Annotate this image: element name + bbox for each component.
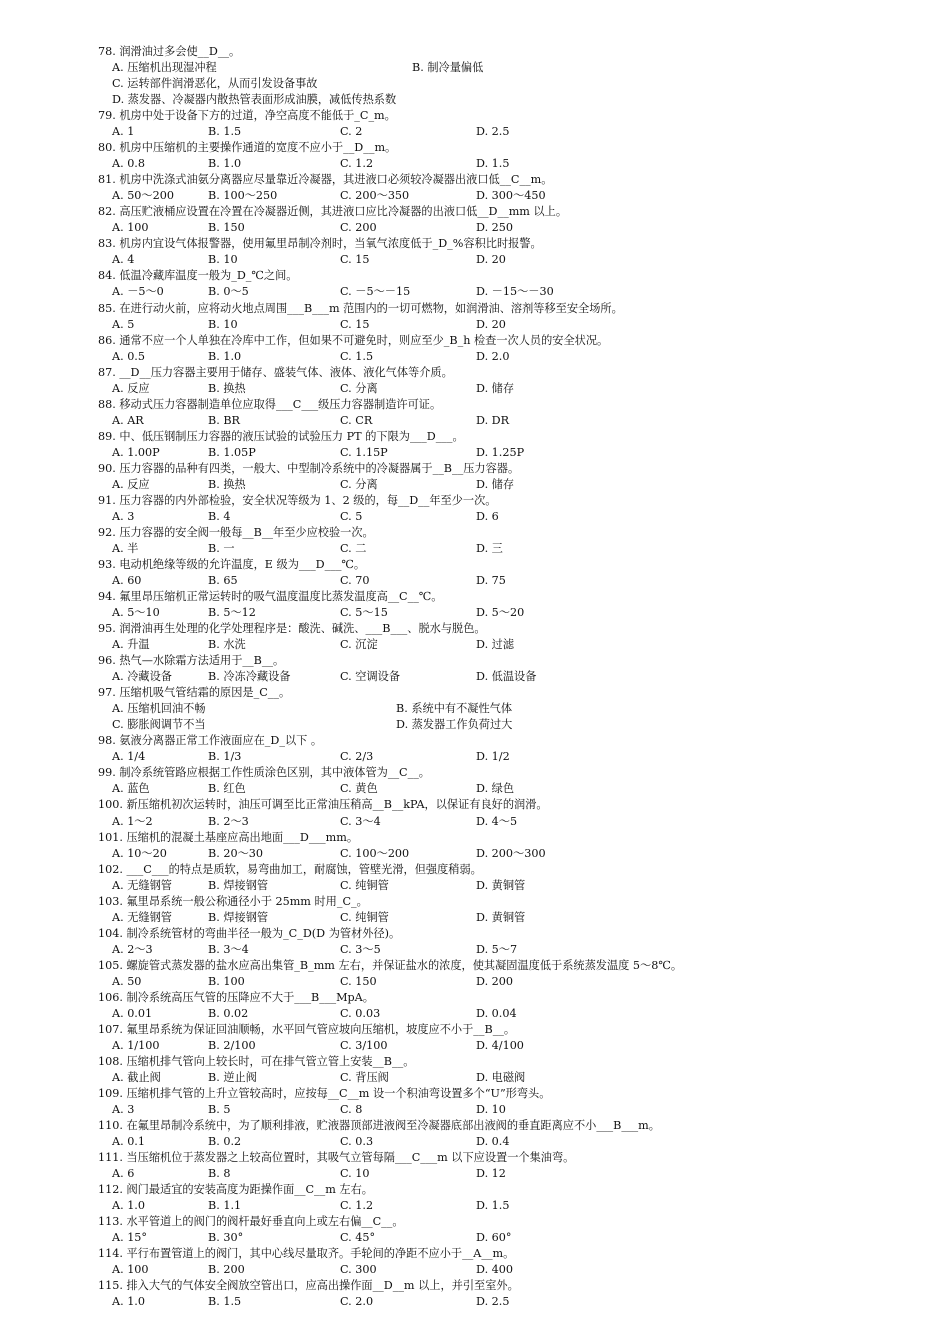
question-stem: 110. 在氟里昂制冷系统中，为了顺利排液，贮液器顶部进液阀至冷凝器底部出液阀的垂直距离应不小___B___m。 xyxy=(98,1119,660,1133)
answer-option: C. 3～5 xyxy=(340,942,381,956)
answer-option: B. 1/3 xyxy=(208,750,242,764)
answer-option: D. 电磁阀 xyxy=(476,1071,526,1084)
question-stem: 113. 水平管道上的阀门的阀杆最好垂直向上或左右偏__C__。 xyxy=(98,1215,404,1229)
option-row xyxy=(112,781,918,797)
option-row xyxy=(112,413,918,429)
answer-option: C. 70 xyxy=(340,574,370,588)
answer-option: B. 5 xyxy=(208,1103,231,1117)
answer-option: A. 5～10 xyxy=(112,606,160,620)
answer-option: C. 15 xyxy=(340,253,370,267)
question-stem: 112. 阀门最适宜的安装高度为距操作面__C__m 左右。 xyxy=(98,1183,373,1197)
answer-option: B. 水洗 xyxy=(208,638,246,652)
answer-option: A. 6 xyxy=(112,1167,135,1181)
answer-option: D. 6 xyxy=(476,509,499,523)
question-stem: 88. 移动式压力容器制造单位应取得___C___级压力容器制造许可证。 xyxy=(98,397,442,411)
answer-option: D. 1/2 xyxy=(476,750,510,764)
answer-option: A. AR xyxy=(112,413,144,427)
answer-option: B. 10 xyxy=(208,317,238,331)
option-row xyxy=(112,1198,918,1214)
answer-option: D. 5～7 xyxy=(476,942,518,956)
answer-option: A. －5～0 xyxy=(112,285,164,299)
answer-option: D. 4～5 xyxy=(476,814,518,828)
answer-option: C. 2 xyxy=(340,125,363,139)
answer-option: B. 0.2 xyxy=(208,1135,242,1149)
answer-option: D. 250 xyxy=(476,221,514,235)
answer-option: B. 换热 xyxy=(208,381,246,395)
answer-option: C. 1.5 xyxy=(340,349,374,363)
answer-option: C. 15 xyxy=(340,317,370,331)
option-row xyxy=(112,349,918,365)
answer-option: D. 储存 xyxy=(476,381,515,395)
question-stem: 94. 氟里昂压缩机正常运转时的吸气温度温度比蒸发温度高__C__℃。 xyxy=(98,590,443,604)
answer-option: C. 分离 xyxy=(340,477,378,491)
answer-option: A. 0.1 xyxy=(112,1135,145,1149)
answer-option: A. 1/4 xyxy=(112,750,146,764)
answer-option: A. 1/100 xyxy=(112,1038,160,1052)
question-stem: 96. 热气—水除霜方法适用于__B__。 xyxy=(98,654,285,668)
question-stem: 83. 机房内宜设气体报警器，使用氟里昂制冷剂时，当氧气浓度低于_D_%容积比时报警。 xyxy=(98,237,542,251)
question-stem: 105. 螺旋管式蒸发器的盐水应高出集管_B_mm 左右，并保证盐水的浓度，使其凝固温度低于系统蒸发温度 5～8℃。 xyxy=(98,958,683,972)
answer-option: A. 0.8 xyxy=(112,157,145,171)
answer-option: B. 65 xyxy=(208,574,238,588)
answer-option: D. 0.4 xyxy=(476,1135,510,1149)
answer-option: B. 制冷量偏低 xyxy=(412,61,484,75)
question-stem: 78. 润滑油过多会使__D__。 xyxy=(98,45,241,58)
answer-option: D. 75 xyxy=(476,574,506,588)
option-row xyxy=(112,637,918,653)
option-row xyxy=(112,1070,918,1086)
answer-option: B. 1.0 xyxy=(208,349,242,363)
option-row xyxy=(112,284,918,300)
question-stem: 109. 压缩机排气管的上升立管较高时，应按每__C__m 设一个积油弯设置多个“U”形弯头。 xyxy=(98,1087,551,1101)
option-row xyxy=(112,1102,918,1118)
answer-option: D. 1.5 xyxy=(476,157,510,171)
answer-option: A. 半 xyxy=(112,541,139,555)
question-stem: 89. 中、低压钢制压力容器的液压试验的试验压力 PT 的下限为___D___。 xyxy=(98,429,464,443)
answer-option: D. 20 xyxy=(476,317,506,331)
answer-option: C. 10 xyxy=(340,1167,370,1181)
option-row xyxy=(112,942,918,958)
answer-option: C. －5～－15 xyxy=(340,285,411,299)
answer-option: B. 8 xyxy=(208,1167,231,1181)
question-stem: 92. 压力容器的安全阀一般每__B__年至少应校验一次。 xyxy=(98,525,374,539)
answer-option: B. 200 xyxy=(208,1263,245,1277)
answer-option: B. 3～4 xyxy=(208,942,249,956)
question-stem: 104. 制冷系统管材的弯曲半径一般为_C_D(D 为管材外径)。 xyxy=(98,926,401,940)
answer-option: A. 蓝色 xyxy=(112,782,150,796)
question-stem: 93. 电动机绝缘等级的允许温度，E 级为___D___℃。 xyxy=(98,558,366,571)
answer-option: B. 0～5 xyxy=(208,285,249,299)
answer-option: C. 1.15P xyxy=(340,445,388,459)
answer-option: D. －15～－30 xyxy=(476,285,554,299)
option-row xyxy=(112,814,918,830)
answer-option: D. 1.25P xyxy=(476,445,525,459)
answer-option: D. 300～450 xyxy=(476,189,546,203)
question-stem: 97. 压缩机吸气管结霜的原因是_C__。 xyxy=(98,686,291,700)
option-row xyxy=(112,124,918,140)
answer-option: C. 100～200 xyxy=(340,846,410,860)
answer-option: D. 低温设备 xyxy=(476,670,537,684)
answer-option: A. 100 xyxy=(112,221,149,235)
answer-option: A. 1～2 xyxy=(112,814,153,828)
answer-option: C. 2/3 xyxy=(340,750,374,764)
answer-option: C. 纯铜管 xyxy=(340,910,389,924)
answer-option: B. 2/100 xyxy=(208,1038,256,1052)
answer-option: A. 15° xyxy=(112,1231,148,1245)
answer-option: C. 3～4 xyxy=(340,814,381,828)
answer-option: A. 升温 xyxy=(112,638,150,652)
answer-option: A. 无缝钢管 xyxy=(112,878,172,892)
answer-option: B. 100 xyxy=(208,974,245,988)
answer-option: A. 1 xyxy=(112,125,135,139)
answer-option: D. 0.04 xyxy=(476,1006,517,1020)
answer-option: A. 反应 xyxy=(112,477,150,491)
option-row xyxy=(112,878,918,894)
answer-option: B. 换热 xyxy=(208,477,246,491)
question-stem: 102. ___C___的特点是质软，易弯曲加工，耐腐蚀，管壁光滑，但强度稍弱。 xyxy=(98,862,482,876)
option-row xyxy=(112,1038,918,1054)
answer-option: C. CR xyxy=(340,413,373,427)
answer-option: D. 400 xyxy=(476,1263,514,1277)
option-row xyxy=(112,317,918,333)
answer-option: A. 无缝钢管 xyxy=(112,910,172,924)
answer-option: A. 0.01 xyxy=(112,1006,153,1020)
answer-option: C. 沉淀 xyxy=(340,638,378,652)
answer-option: C. 运转部件润滑恶化，从而引发设备事故 xyxy=(112,77,318,91)
option-row xyxy=(112,156,918,172)
option-row xyxy=(112,1006,918,1022)
answer-option: A. 压缩机回油不畅 xyxy=(112,702,206,716)
option-row xyxy=(112,60,918,76)
answer-option: A. 100 xyxy=(112,1263,149,1277)
answer-option: C. 300 xyxy=(340,1263,377,1277)
question-stem: 108. 压缩机排气管向上较长时，可在排气管立管上安装__B__。 xyxy=(98,1054,415,1068)
answer-option: D. 2.5 xyxy=(476,1295,510,1309)
answer-option: B. 0.02 xyxy=(208,1006,249,1020)
answer-option: A. 冷藏设备 xyxy=(112,670,172,684)
answer-option: A. 10～20 xyxy=(112,846,167,860)
answer-option: B. 1.0 xyxy=(208,157,242,171)
answer-option: D. 2.5 xyxy=(476,125,510,139)
answer-option: D. 200～300 xyxy=(476,846,546,860)
question-stem: 85. 在进行动火前，应将动火地点周围___B___m 范围内的一切可燃物，如润滑油、溶剂等移至安全场所。 xyxy=(98,301,623,315)
question-stem: 91. 压力容器的内外部检验，安全状况等级为 1、2 级的，每__D__年至少一次。 xyxy=(98,493,497,507)
answer-option: D. 12 xyxy=(476,1167,506,1181)
question-stem: 114. 平行布置管道上的阀门，其中心线尽量取齐。手轮间的净距不应小于__A__m。 xyxy=(98,1247,515,1261)
question-stem: 100. 新压缩机初次运转时，油压可调至比正常油压稍高__B__kPA，以保证有良好的润滑。 xyxy=(98,798,548,812)
answer-option: C. 3/100 xyxy=(340,1038,388,1052)
question-stem: 106. 制冷系统高压气管的压降应不大于___B___MpA。 xyxy=(98,990,374,1004)
question-stem: 115. 排入大气的气体安全阀放空管出口，应高出操作面__D__m 以上，并引至室外。 xyxy=(98,1279,519,1293)
answer-option: A. 2～3 xyxy=(112,942,153,956)
document-page xyxy=(98,44,918,1310)
answer-option: D. 储存 xyxy=(476,477,515,491)
question-stem: 79. 机房中处于设备下方的过道，净空高度不能低于_C_m。 xyxy=(98,109,396,123)
option-row xyxy=(112,1294,918,1310)
question-stem: 81. 机房中洗涤式油氨分离器应尽量靠近冷凝器，其进液口必须较冷凝器出液口低__C__m。 xyxy=(98,173,553,187)
answer-option: C. 5 xyxy=(340,509,363,523)
answer-option: D. 20 xyxy=(476,253,506,267)
option-row xyxy=(112,477,918,493)
answer-option: A. 0.5 xyxy=(112,349,145,363)
question-stem: 86. 通常不应一个人单独在冷库中工作，但如果不可避免时，则应至少_B_h 检查一次人员的安全状况。 xyxy=(98,333,609,347)
answer-option: D. 过滤 xyxy=(476,638,515,652)
answer-option: A. 压缩机出现湿冲程 xyxy=(112,61,217,75)
answer-option: B. 20～30 xyxy=(208,846,263,860)
answer-option: A. 1.0 xyxy=(112,1295,145,1309)
answer-option: C. 45° xyxy=(340,1231,376,1245)
question-stem: 111. 当压缩机位于蒸发器之上较高位置时，其吸气立管每隔___C___m 以下应设置一个集油弯。 xyxy=(98,1151,575,1165)
answer-option: D. 蒸发器工作负荷过大 xyxy=(396,718,513,732)
answer-option: A. 4 xyxy=(112,253,135,267)
answer-option: D. 4/100 xyxy=(476,1038,524,1052)
answer-option: D. 三 xyxy=(476,541,503,555)
answer-option: C. 分离 xyxy=(340,381,378,395)
option-row xyxy=(112,573,918,589)
answer-option: A. 50～200 xyxy=(112,189,174,203)
answer-option: B. 5～12 xyxy=(208,606,256,620)
answer-option: B. 10 xyxy=(208,253,238,267)
answer-option: D. 5～20 xyxy=(476,606,525,620)
option-row xyxy=(112,1134,918,1150)
answer-option: C. 5～15 xyxy=(340,606,388,620)
answer-option: B. 30° xyxy=(208,1231,244,1245)
answer-option: A. 60 xyxy=(112,574,142,588)
option-row xyxy=(112,220,918,236)
question-stem: 103. 氟里昂系统一般公称通径小于 25mm 时用_C_。 xyxy=(98,894,368,908)
option-row xyxy=(112,717,918,733)
answer-option: C. 0.03 xyxy=(340,1006,381,1020)
answer-option: D. 绿色 xyxy=(476,782,515,796)
option-row xyxy=(112,252,918,268)
answer-option: A. 截止阀 xyxy=(112,1071,161,1084)
answer-option: B. 150 xyxy=(208,221,245,235)
question-stem: 98. 氨液分离器正常工作液面应在_D_以下 。 xyxy=(98,734,323,748)
answer-option: D. 1.5 xyxy=(476,1199,510,1213)
answer-option: B. 红色 xyxy=(208,782,246,796)
option-row xyxy=(112,669,918,685)
answer-option: C. 黄色 xyxy=(340,782,378,796)
answer-option: C. 150 xyxy=(340,974,377,988)
option-row xyxy=(112,92,918,108)
answer-option: B. 一 xyxy=(208,541,235,555)
option-row xyxy=(112,749,918,765)
answer-option: D. 黄铜管 xyxy=(476,910,526,924)
answer-option: C. 二 xyxy=(340,541,367,555)
option-row xyxy=(112,846,918,862)
answer-option: D. DR xyxy=(476,413,510,427)
option-row xyxy=(112,974,918,990)
answer-option: C. 1.2 xyxy=(340,1199,374,1213)
question-stem: 101. 压缩机的混凝土基座应高出地面___D___mm。 xyxy=(98,830,359,844)
option-row xyxy=(112,1166,918,1182)
option-row xyxy=(112,1262,918,1278)
answer-option: C. 空调设备 xyxy=(340,670,401,684)
answer-option: D. 60° xyxy=(476,1231,512,1245)
answer-option: B. 焊接钢管 xyxy=(208,910,269,924)
answer-option: C. 200 xyxy=(340,221,377,235)
question-stem: 80. 机房中压缩机的主要操作通道的宽度不应小于__D__m。 xyxy=(98,141,397,155)
answer-option: D. 2.0 xyxy=(476,349,510,363)
question-stem: 90. 压力容器的品种有四类，一般大、中型制冷系统中的冷凝器属于__B__压力容器。 xyxy=(98,461,520,475)
answer-option: C. 2.0 xyxy=(340,1295,374,1309)
answer-option: D. 200 xyxy=(476,974,514,988)
question-stem: 87. __D__压力容器主要用于储存、盛装气体、液体、液化气体等介质。 xyxy=(98,365,453,379)
answer-option: B. 1.05P xyxy=(208,445,256,459)
answer-option: D. 黄铜管 xyxy=(476,878,526,892)
question-stem: 99. 制冷系统管路应根据工作性质涂色区别，其中液体管为__C__。 xyxy=(98,766,430,780)
option-row xyxy=(112,381,918,397)
option-row xyxy=(112,1230,918,1246)
option-row xyxy=(112,509,918,525)
answer-option: C. 0.3 xyxy=(340,1135,374,1149)
answer-option: A. 3 xyxy=(112,509,135,523)
answer-option: A. 1.0 xyxy=(112,1199,145,1213)
answer-option: A. 50 xyxy=(112,974,142,988)
option-row xyxy=(112,701,918,717)
answer-option: A. 1.00P xyxy=(112,445,160,459)
answer-option: A. 3 xyxy=(112,1103,135,1117)
answer-option: C. 背压阀 xyxy=(340,1071,389,1084)
option-row xyxy=(112,605,918,621)
answer-option: B. 4 xyxy=(208,509,231,523)
question-stem: 107. 氟里昂系统为保证回油顺畅，水平回气管应坡向压缩机，坡度应不小于__B__。 xyxy=(98,1022,516,1036)
answer-option: B. 1.5 xyxy=(208,1295,242,1309)
answer-option: C. 1.2 xyxy=(340,157,374,171)
answer-option: C. 8 xyxy=(340,1103,363,1117)
option-row xyxy=(112,188,918,204)
option-row xyxy=(112,76,918,92)
answer-option: B. 2～3 xyxy=(208,814,249,828)
question-stem: 82. 高压贮液桶应设置在冷置在冷凝器近侧，其进液口应比冷凝器的出液口低__D__mm 以上。 xyxy=(98,205,568,219)
question-stem: 95. 润滑油再生处理的化学处理程序是：酸洗、碱洗、___B___、脱水与脱色。 xyxy=(98,622,486,636)
option-row xyxy=(112,445,918,461)
answer-option: B. 逆止阀 xyxy=(208,1071,257,1084)
answer-option: A. 5 xyxy=(112,317,135,331)
question-stem: 84. 低温冷藏库温度一般为_D_℃之间。 xyxy=(98,269,298,283)
option-row xyxy=(112,541,918,557)
answer-option: B. 系统中有不凝性气体 xyxy=(396,702,513,716)
answer-option: B. 100～250 xyxy=(208,189,278,203)
answer-option: D. 10 xyxy=(476,1103,506,1117)
answer-option: C. 200～350 xyxy=(340,189,410,203)
answer-option: B. 1.5 xyxy=(208,125,242,139)
answer-option: C. 纯铜管 xyxy=(340,878,389,892)
answer-option: B. 1.1 xyxy=(208,1199,242,1213)
answer-option: C. 膨胀阀调节不当 xyxy=(112,718,206,732)
answer-option: B. 冷冻冷藏设备 xyxy=(208,670,291,684)
option-row xyxy=(112,910,918,926)
answer-option: D. 蒸发器、冷凝器内散热管表面形成油膜，减低传热系数 xyxy=(112,93,397,107)
answer-option: B. BR xyxy=(208,413,240,427)
answer-option: B. 焊接钢管 xyxy=(208,878,269,892)
answer-option: A. 反应 xyxy=(112,381,150,395)
